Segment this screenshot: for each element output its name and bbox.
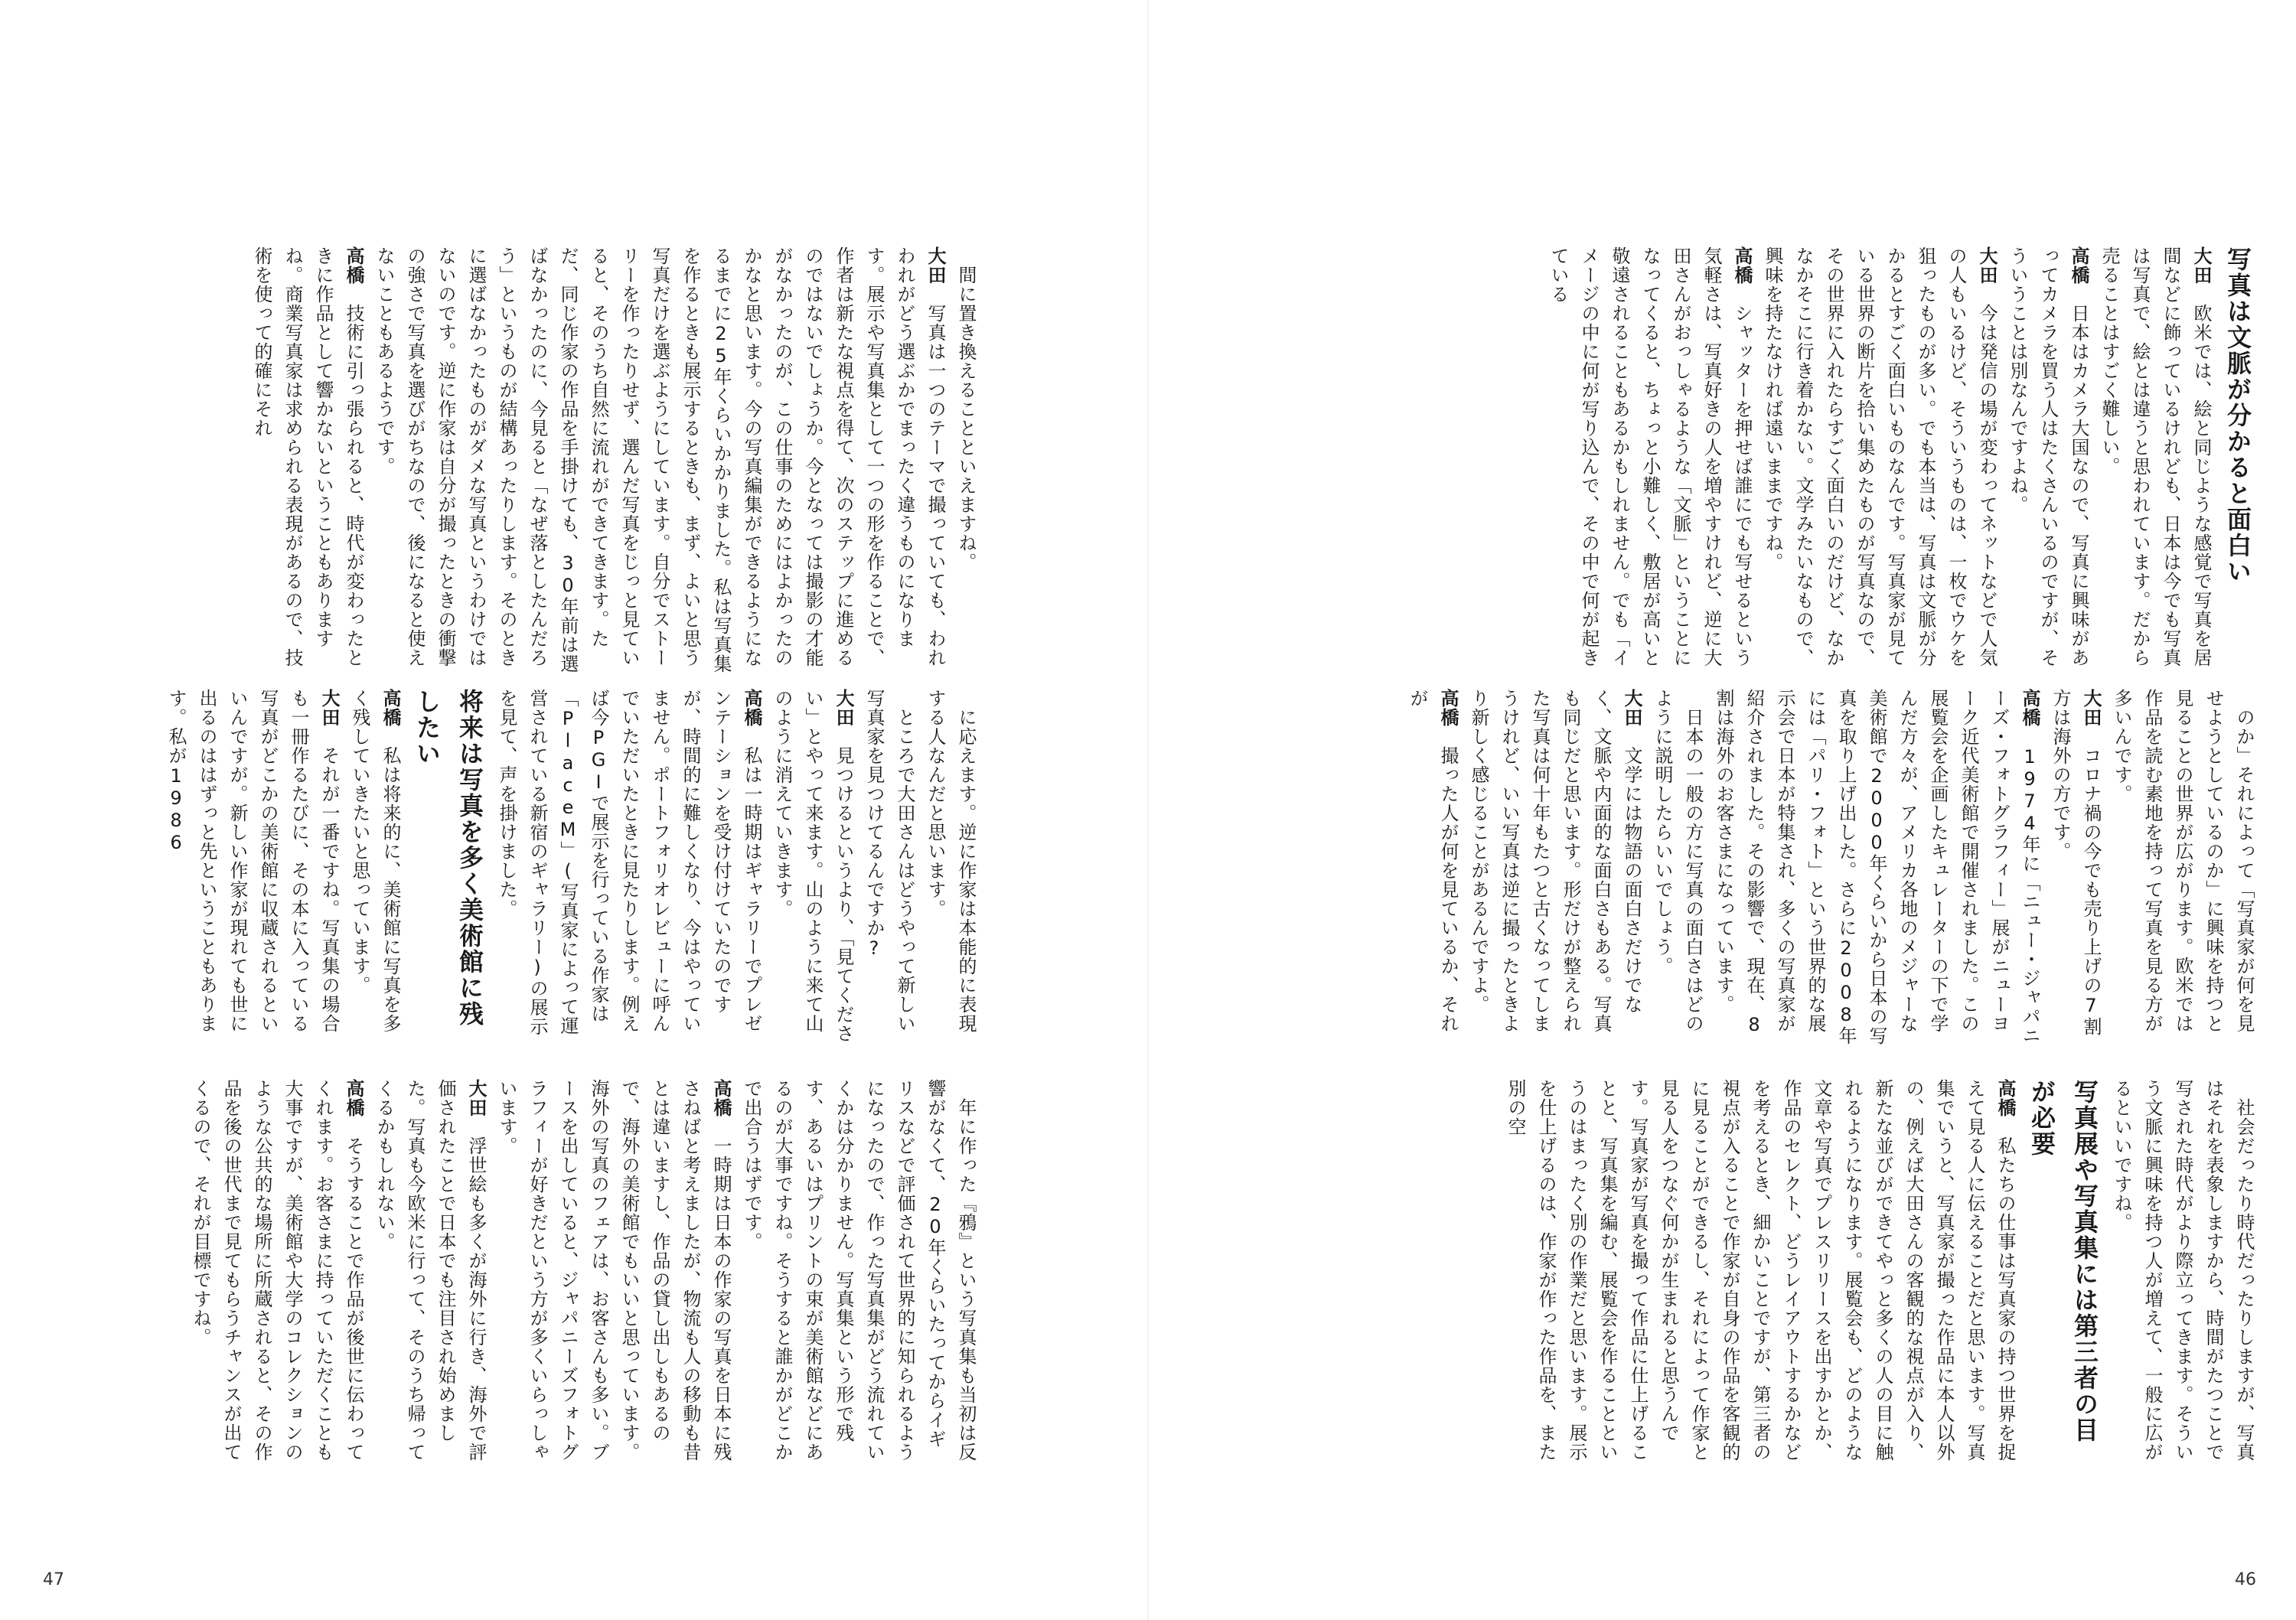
paragraph	[185, 1079, 369, 1462]
section-heading: 写真は文脈が分かると面白い	[2223, 246, 2252, 585]
paragraph	[2106, 1079, 2259, 1462]
paragraph	[767, 689, 859, 1048]
paragraph	[369, 1079, 491, 1462]
paragraph-text: そうすることで作品が後世に伝わってくれます。お客さまに持っていただくことも大事ですが、美術館や大学のコレクションのような公共的な場所に所蔵されると、その作品を後の世代まで見てもらうチャンスが出てくるので、それが目標ですね。	[190, 1079, 364, 1462]
speaker-name: 高橋	[1994, 1079, 2016, 1117]
speaker-name: 大田	[925, 246, 946, 285]
paragraph-text: 私たちの仕事は写真家の持つ世界を捉えて見る人に伝えることだと思います。写真集でいうと、写真家が撮った作品に本人以外の、例えば大田さんの客観的な視点が入り、新たな並びができてやっと多くの人の目に触れるようになります。展覧会も、どのような文章や写真でプレスリリースを出すかとか、作品のセレクト、どうレイアウトするかなどを考えるとき、細かいことですが、第三者の視点が入ることで作家が自身の作品を客観的に見ることができるし、それによって作家と見る人をつなぐ何かが生まれると思うんです。写真家が写真を撮って作品に仕上げることと、写真集を編む、展覧会を作ることというのはまったく別の作業だと思います。展示を仕上げるのは、作家が作った作品を、また別の空	[1505, 1079, 2016, 1462]
paragraph	[951, 246, 981, 675]
speaker-name: 大田	[318, 689, 340, 727]
paragraph-text: シャッターを押せば誰にでも写せるという気軽さは、写真好きの人を増やすけれど、逆に大田さんがおっしゃるような「文脈」ということになってくると、ちょっと小難しく、敷居が高いと敬遠されることもあるかもしれません。でも「イメージの中に何が写り込んで、その中で何が起きている	[1548, 246, 1753, 667]
paragraph-text: 技術に引っ張られると、時代が変わったときに作品として響かないということもありますね。商業写真家は求められる表現があるので、技術を使って的確にそれ	[251, 246, 364, 667]
speaker-name: 高橋	[343, 246, 364, 285]
paragraph-text: 撮った人が何を見ているか、それが	[1407, 689, 1459, 1033]
paragraph-text: 今は発信の場が変わってネットなどで人気の人もいるけど、そういうものは、一枚でウケを狙ったものが多い。でも本当は、写真は文脈が分かるとすごく面白いものなんです。写真家が見ている世界の断片を拾い集めたものが写真なので、その世界に入れたらすごく面白いのだけど、なかなかそこに行き着かない。文学みたいなもので、興味を持たなければ遠いままですね。	[1762, 246, 1998, 667]
paragraph	[369, 246, 951, 675]
speaker-name: 高橋	[2019, 689, 2040, 727]
page-number: 46	[2235, 1570, 2256, 1589]
paragraph	[161, 689, 344, 1048]
paragraph-text: 間に置き換えることといえますね。	[955, 266, 977, 572]
paragraph-text: に応えます。逆に作家は本能的に表現する人なんだと思います。	[925, 689, 977, 1033]
paragraph	[1708, 689, 2045, 1048]
paragraph-text: コロナ禍の今でも売り上げの7割方は海外の方です。	[2050, 689, 2102, 1036]
right-bottom-tier	[1505, 1079, 2259, 1462]
paragraph-text: 写真は一つのテーマで撮っていても、われわれがどう選ぶかでまったく違うものになります。展示や写真集として一つの形を作ることで、作者は新たな視点を得て、次のステップに進めるのではないでしょうか。今となっては撮影の才能がなかったのが、この仕事のためにはよかったのかなと思います。今の写真編集ができるようになるまでに25年くらいかかりました。私は写真集を作るときも展示するときも、まず、よいと思う写真だけを選ぶようにしています。自分でストーリーを作ったりせず、選んだ写真をじっと見ていると、そのうち自然に流れができてきます。ただ、同じ作家の作品を手掛けても、30年前は選ばなかったのに、今見ると「なぜ落としたんだろう」というものが結構あったりします。そのときに選ばなかったものがダメな写真というわけではないのです。逆に作家は自分が撮ったときの衝撃の強さで写真を選びがちなので、後になると使えないこともあるようです。	[373, 246, 946, 673]
paragraph-text: それが一番ですね。写真集の場合も一冊作るたびに、その本に入っている写真がどこかの美術館に収蔵されるといいんですが。新しい作家が現れても世に出るのははずっと先ということもあります。私が1986	[165, 689, 340, 1033]
paragraph-text: 欧米では、絵と同じような感覚で写真を居間などに飾っているけれども、日本は今でも写真は写真で、絵とは違うと思われています。だから売ることはすごく難しい。	[2099, 246, 2212, 667]
paragraph	[2045, 689, 2106, 1048]
paragraph	[1757, 246, 2002, 675]
paragraph-text: 見つけるというより、「見てください」とやって来ます。山のように来て山のように消えていきます。	[771, 689, 854, 1043]
left-bottom-tier	[190, 1079, 981, 1462]
paragraph-text: 浮世絵も多くが海外に行き、海外で評価されたことで日本でも注目され始めました。写真も今欧米に行って、そのうち帰ってくるかもしれない。	[373, 1079, 487, 1462]
paragraph-text: 私は将来的に、美術館に写真を多く残していきたいと思っています。	[349, 689, 401, 1033]
paragraph	[1647, 689, 1708, 1048]
speaker-name: 大田	[833, 689, 854, 727]
paragraph-text: 社会だったり時代だったりしますが、写真はそれを表象しますから、時間がたつことで写された時代がより際立ってきます。そういう文脈に興味を持つ人が増えて、一般に広がるといいですね。	[2111, 1079, 2255, 1462]
page-46	[1148, 0, 2296, 1620]
paragraph	[2106, 689, 2259, 1048]
paragraph-text: 文学には物語の面白さだけでなく、文脈や内面的な面白さもある。写真も同じだと思います。形だけが整えられた写真は何十年もたつと古くなってしまうけれど、いい写真は逆に撮ったときより新しく感じることがあるんですよ。	[1468, 689, 1642, 1033]
speaker-name: 大田	[2080, 689, 2102, 727]
left-top-tier	[251, 246, 981, 675]
paragraph	[1463, 689, 1647, 1048]
paragraph-text: 日本の一般の方に写真の面白さはどのように説明したらいいでしょう。	[1652, 689, 1704, 1033]
paragraph	[344, 689, 406, 1048]
right-middle-tier	[1407, 689, 2259, 1048]
paragraph	[491, 689, 767, 1048]
paragraph	[2094, 246, 2216, 675]
speaker-name: 大田	[2190, 246, 2212, 285]
speaker-name: 高橋	[741, 689, 762, 727]
paragraph	[920, 689, 981, 1048]
paragraph	[2002, 246, 2094, 675]
speaker-name: 高橋	[1437, 689, 1459, 727]
speaker-name: 大田	[465, 1079, 487, 1117]
speaker-name: 大田	[1976, 246, 1998, 285]
section-heading: 将来は写真を多く美術館に残したい	[413, 689, 484, 1027]
paragraph-text: 年に作った『鴉』という写真集も当初は反響がなくて、20年くらいたってからイギリスなどで評価されて世界的に知られるようになったので、作った写真集がどう流れていくかは分かりません。写真集という形で残す、あるいはプリントの束が美術館などにあるのが大事ですね。そうすると誰かがどこかで出合うはずです。	[741, 1079, 977, 1462]
speaker-name: 高橋	[2068, 246, 2089, 285]
left-middle-tier	[165, 689, 981, 1048]
paragraph-text: 1974年に「ニュー・ジャパニーズ・フォトグラフィー」展がニューヨーク近代美術館で開催されました。この展覧会を企画したキュレーターの下で学んだ方々が、アメリカ各地のメジャーな美術館で2000年くらいから日本の写真を取り上げ出した。さらに2008年には「パリ・フォト」という世界的な展示会で日本が特集され、多くの写真家が紹介されました。その影響で、現在、8割は海外のお客さまになっています。	[1713, 689, 2040, 1045]
right-top-tier	[1548, 246, 2259, 675]
paragraph	[1543, 246, 1757, 675]
section-heading: 写真展や写真集には第三者の目が必要	[2027, 1079, 2099, 1443]
paragraph-text: 私は一時期はギャラリーでプレゼンテーションを受け付けていたのですが、時間的に難しくなり、今はやっていません。ポートフォリオレビューに呼んでいただいたときに見たりします。例えば今PGIで展示を行っている作家は「PlaceM」(写真家によって運営されている新宿のギャラリー)の展示を見て、声を掛けました。	[496, 689, 762, 1036]
paragraph-text: ところで大田さんはどうやって新しい写真家を見つけてるんですか?	[863, 689, 915, 1033]
paragraph	[1500, 1079, 2020, 1462]
speaker-name: 高橋	[343, 1079, 364, 1117]
paragraph	[246, 246, 369, 675]
speaker-name: 高橋	[1731, 246, 1753, 285]
speaker-name: 高橋	[380, 689, 401, 727]
paragraph-text: 日本はカメラ大国なので、写真に興味があってカメラを買う人はたくさんいるのですが、そういうことは別なんですよね。	[2007, 246, 2089, 667]
page-number: 47	[43, 1570, 64, 1589]
paragraph	[1402, 689, 1463, 1048]
paragraph-text: 一時期は日本の作家の写真を日本に残さねばと考えましたが、物流も人の移動も昔とは違いますし、作品の貸し出しもあるので、海外の美術館でもいいと思っています。海外の写真のフェアは、お客さんも多い。ブースを出していると、ジャパニーズフォトグラフィーが好きだという方が多くいらっしゃいます。	[496, 1079, 732, 1462]
paragraph-text: のか」それによって「写真家が何を見せようとしているのか」に興味を持つと見ることの世界が広がります。欧米では作品を読む素地を持って写真を見る方が多いんです。	[2111, 689, 2255, 1033]
paragraph	[736, 1079, 981, 1462]
paragraph	[491, 1079, 736, 1462]
paragraph	[859, 689, 920, 1048]
speaker-name: 大田	[1621, 689, 1642, 727]
speaker-name: 高橋	[710, 1079, 732, 1117]
